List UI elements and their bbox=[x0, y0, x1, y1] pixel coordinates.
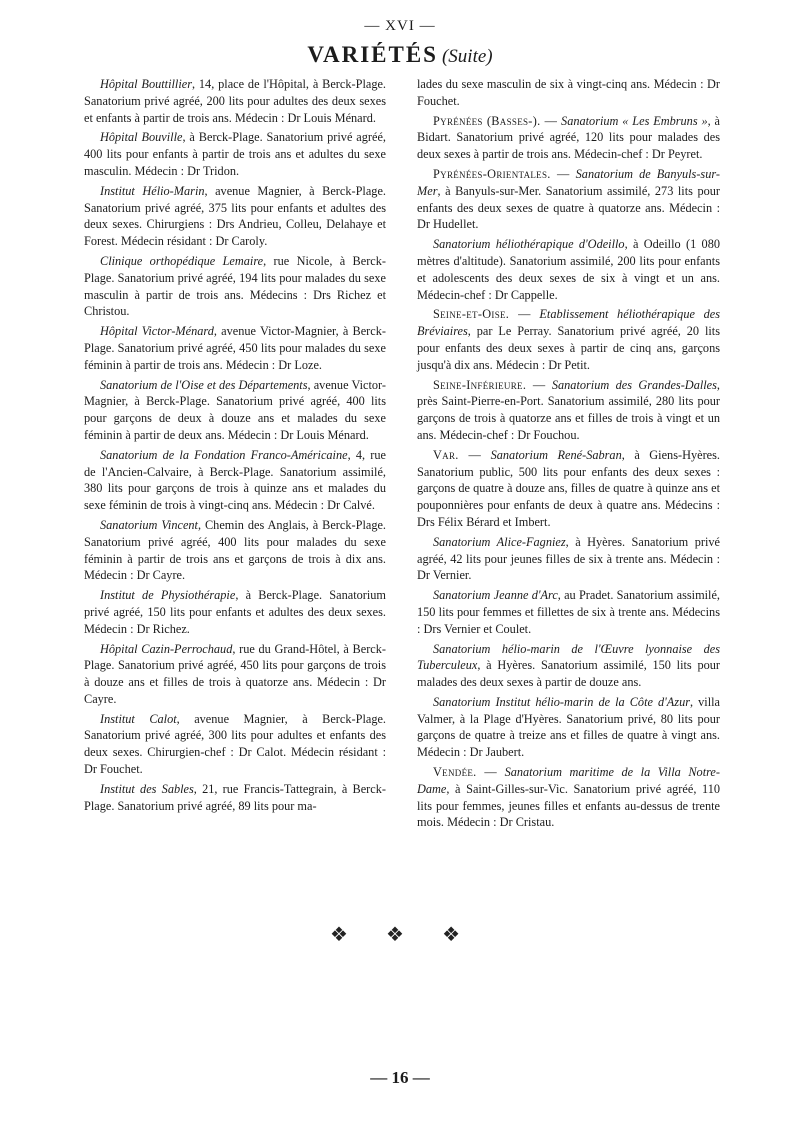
entry-paragraph bbox=[417, 306, 720, 373]
entry-text: , Chemin des Anglais, à Berck-Plage. Sanatorium privé agréé, 400 lits pour malades du sexe féminin à partir de trois ans et garçons de trois à dix ans. Médecin : Dr Cayre. bbox=[84, 517, 386, 583]
institution-name: Sanatorium hélio-marin de l'Œuvre lyonnaise des Tuberculeux bbox=[417, 641, 720, 673]
entry-text: , 21, rue Francis-Tattegrain, à Berck-Plage. Sanatorium privé agréé, 89 lits pour ma- bbox=[84, 781, 386, 813]
entry-paragraph bbox=[417, 764, 720, 831]
entry-paragraph bbox=[84, 781, 386, 815]
institution-name: Institut de Physiothérapie bbox=[100, 588, 236, 603]
entry-text: , avenue Magnier, à Berck-Plage. Sanatorium privé agréé, 300 lits pour adultes et enfants des deux sexes. Chirurgien-chef : Dr Calot. Médecin résidant : Dr Fouchet. bbox=[84, 711, 386, 777]
entry-paragraph bbox=[84, 711, 386, 778]
institution-name: Sanatorium des Grandes-Dalles bbox=[551, 377, 717, 392]
entry-text: , 14, place de l'Hôpital, à Berck-Plage. Sanatorium privé agréé, 200 lits pour adultes des deux sexes et enfants à partir de trois ans. Médecin : Dr Louis Ménard. bbox=[84, 77, 386, 125]
entry-paragraph bbox=[84, 377, 386, 444]
institution-name: Institut des Sables bbox=[100, 781, 194, 796]
region-heading: Pyrénées-Orientales. — bbox=[433, 166, 570, 181]
region-heading: Pyrénées (Basses-). — bbox=[433, 113, 558, 128]
entry-paragraph bbox=[417, 236, 720, 303]
continuation-paragraph: lades du sexe masculin de six à vingt-cinq ans. Médecin : Dr Fouchet. bbox=[417, 77, 720, 108]
region-heading: Vendée. — bbox=[433, 765, 498, 780]
entry-text: , villa Valmer, à la Plage d'Hyères. Sanatorium privé, 80 lits pour garçons de quatre à treize ans et filles de quatre à vingt ans. Médecin : Dr Jaubert. bbox=[417, 694, 720, 760]
title-main: VARIÉTÉS bbox=[307, 42, 438, 67]
institution-name: Sanatorium René-Sabran bbox=[490, 447, 622, 462]
entry-paragraph bbox=[84, 183, 386, 250]
entry-text: , à Berck-Plage. Sanatorium privé agréé, 400 lits pour enfants à partir de trois ans et adultes du sexe masculin. Médecin : Dr Tridon. bbox=[84, 130, 386, 178]
institution-name: Sanatorium Alice-Fagniez bbox=[433, 534, 566, 549]
entry-text: , rue Nicole, à Berck-Plage. Sanatorium privé agréé, 194 lits pour malades du sexe masculin à partir de trois ans. Médecins : Drs Richez et Christou. bbox=[84, 253, 386, 319]
entry-paragraph bbox=[84, 253, 386, 320]
entry-paragraph bbox=[84, 447, 386, 514]
institution-name: Sanatorium Institut hélio-marin de la Côte d'Azur bbox=[433, 694, 690, 709]
entry-paragraph bbox=[417, 641, 720, 691]
entry-paragraph bbox=[417, 166, 720, 233]
entry-paragraph bbox=[84, 76, 386, 126]
entry-paragraph bbox=[84, 323, 386, 373]
institution-name: Institut Hélio-Marin bbox=[100, 183, 205, 198]
entry-paragraph bbox=[417, 534, 720, 584]
institution-name: Sanatorium Jeanne d'Arc bbox=[433, 588, 558, 603]
institution-name: Sanatorium maritime de la Villa Notre-Dame bbox=[417, 765, 720, 796]
section-folio: — XVI — bbox=[364, 18, 436, 34]
entry-paragraph bbox=[84, 641, 386, 708]
entry-paragraph bbox=[417, 377, 720, 444]
entry-paragraph bbox=[417, 694, 720, 761]
left-column bbox=[84, 76, 386, 817]
entry-text: , à Odeillo (1 080 mètres d'altitude). Sanatorium assimilé, 200 lits pour enfants et adolescents des deux sexes de six à vingt et un ans. Médecin-chef : Dr Cappelle. bbox=[417, 237, 720, 302]
entry-paragraph bbox=[417, 447, 720, 531]
entry-paragraph bbox=[84, 129, 386, 179]
entry-text: , avenue Victor-Magnier, à Berck-Plage. Sanatorium privé agréé, 400 lits pour garçons de deux à douze ans et malades du sexe féminin à partir de deux ans. Médecin : Dr Louis Ménard. bbox=[84, 377, 386, 442]
entry-paragraph bbox=[84, 587, 386, 637]
region-heading: Seine-et-Oise. — bbox=[433, 307, 531, 322]
entry-text: , à Hyères. Sanatorium assimilé, 150 lits pour malades des deux sexes à partir de douze ans. bbox=[417, 658, 720, 690]
entry-text: , au Pradet. Sanatorium assimilé, 150 lits pour femmes et fillettes de six à trente ans. Médecins : Drs Vernier et Coulet. bbox=[417, 588, 720, 636]
entry-text: , 4, rue de l'Ancien-Calvaire, à Berck-Plage. Sanatorium assimilé, 380 lits pour garçons de trois à quinze ans et malades du sexe féminin de trois à vingt-cinq ans. Médecin : Dr Calvé. bbox=[84, 447, 386, 513]
entry-paragraph bbox=[417, 587, 720, 637]
entry-text: , par Le Perray. Sanatorium privé agréé, 20 lits pour enfants des deux sexes à partir de cinq ans, garçons jusqu'à dix ans. Médecin : Dr Petit. bbox=[417, 324, 720, 372]
institution-name: Hôpital Bouttillier bbox=[100, 77, 192, 91]
institution-name: Sanatorium de Banyuls-sur-Mer bbox=[417, 166, 721, 198]
institution-name: Etablissement héliothérapique des Bréviaires bbox=[417, 307, 720, 339]
ornament-icon: ❖ bbox=[442, 924, 460, 946]
entry-text: , avenue Victor-Magnier, à Berck-Plage. Sanatorium privé agréé, 450 lits pour malades du sexe féminin à partir de trois ans. Médecin : Dr Loze. bbox=[84, 324, 386, 372]
page-title bbox=[0, 42, 800, 68]
entry-text: , près Saint-Pierre-en-Port. Sanatorium assimilé, 280 lits pour garçons de trois à quatorze ans et filles de trois à vingt et un ans. Médecin-chef : Dr Fouchou. bbox=[417, 377, 720, 442]
entry-paragraph bbox=[84, 517, 386, 584]
institution-name: Sanatorium « Les Embruns » bbox=[561, 113, 708, 128]
institution-name: Sanatorium Vincent bbox=[100, 517, 198, 532]
entry-text: , à Hyères. Sanatorium privé agréé, 42 lits pour jeunes filles de six à trente ans. Médecin : Dr Vernier. bbox=[417, 534, 720, 583]
institution-name: Institut Calot bbox=[100, 711, 177, 726]
right-column bbox=[417, 76, 720, 834]
title-suffix: (Suite) bbox=[441, 46, 493, 67]
ornament-icon: ❖ bbox=[386, 924, 404, 946]
institution-name: Hôpital Bouville bbox=[100, 130, 183, 145]
institution-name: Sanatorium de l'Oise et des Départements bbox=[100, 377, 308, 392]
entry-text: , à Banyuls-sur-Mer. Sanatorium assimilé, 273 lits pour enfants des deux sexes de quatre à quatorze ans. Médecin : Dr Hudellet. bbox=[417, 183, 720, 232]
institution-name: Clinique orthopédique Lemaire bbox=[100, 253, 264, 268]
ornament-icon: ❖ bbox=[330, 924, 348, 946]
institution-name: Hôpital Cazin-Perrochaud bbox=[100, 641, 233, 656]
entry-text: , à Saint-Gilles-sur-Vic. Sanatorium privé agréé, 110 lits pour femmes, jeunes filles et enfants au-dessus de trente mois. Médecin : Dr Cristau. bbox=[417, 781, 720, 830]
entry-text: , à Berck-Plage. Sanatorium privé agréé, 150 lits pour enfants et adultes des deux sexes. Médecin : Dr Richez. bbox=[84, 588, 386, 636]
ornament-row bbox=[330, 922, 460, 947]
entry-text: , avenue Magnier, à Berck-Plage. Sanatorium privé agréé, 375 lits pour enfants et adultes des deux sexes. Chirurgiens : Drs Andrieu, Colleu, Delahaye et Forest. Médecin résidant : Dr Caroly. bbox=[84, 183, 386, 249]
institution-name: Sanatorium de la Fondation Franco-Américaine bbox=[100, 447, 348, 462]
entry-text: , à Bidart. Sanatorium privé agréé, 120 lits pour malades des deux sexes à partir de trois ans. Médecin-chef : Dr Peyret. bbox=[417, 113, 720, 162]
entry-paragraph bbox=[417, 113, 720, 163]
entry-text: , rue du Grand-Hôtel, à Berck-Plage. Sanatorium privé agréé, 450 lits pour garçons de trois à douze ans et filles de trois à quatorze ans. Médecin : Dr Cayre. bbox=[84, 641, 386, 706]
region-heading: Seine-Inférieure. — bbox=[433, 377, 546, 392]
entry-text: , à Giens-Hyères. Sanatorium public, 500 lits pour enfants des deux sexes : garçons de quatre à douze ans, filles de quatre à quinze ans et pouponnières pour enfants de deux à quatre ans. Médecins : Drs Félix Bérard et Imbert. bbox=[417, 447, 720, 529]
institution-name: Hôpital Victor-Ménard bbox=[100, 324, 214, 339]
page-number: — 16 — bbox=[370, 1068, 430, 1087]
region-heading: Var. — bbox=[433, 447, 482, 462]
institution-name: Sanatorium héliothérapique d'Odeillo bbox=[433, 237, 625, 252]
